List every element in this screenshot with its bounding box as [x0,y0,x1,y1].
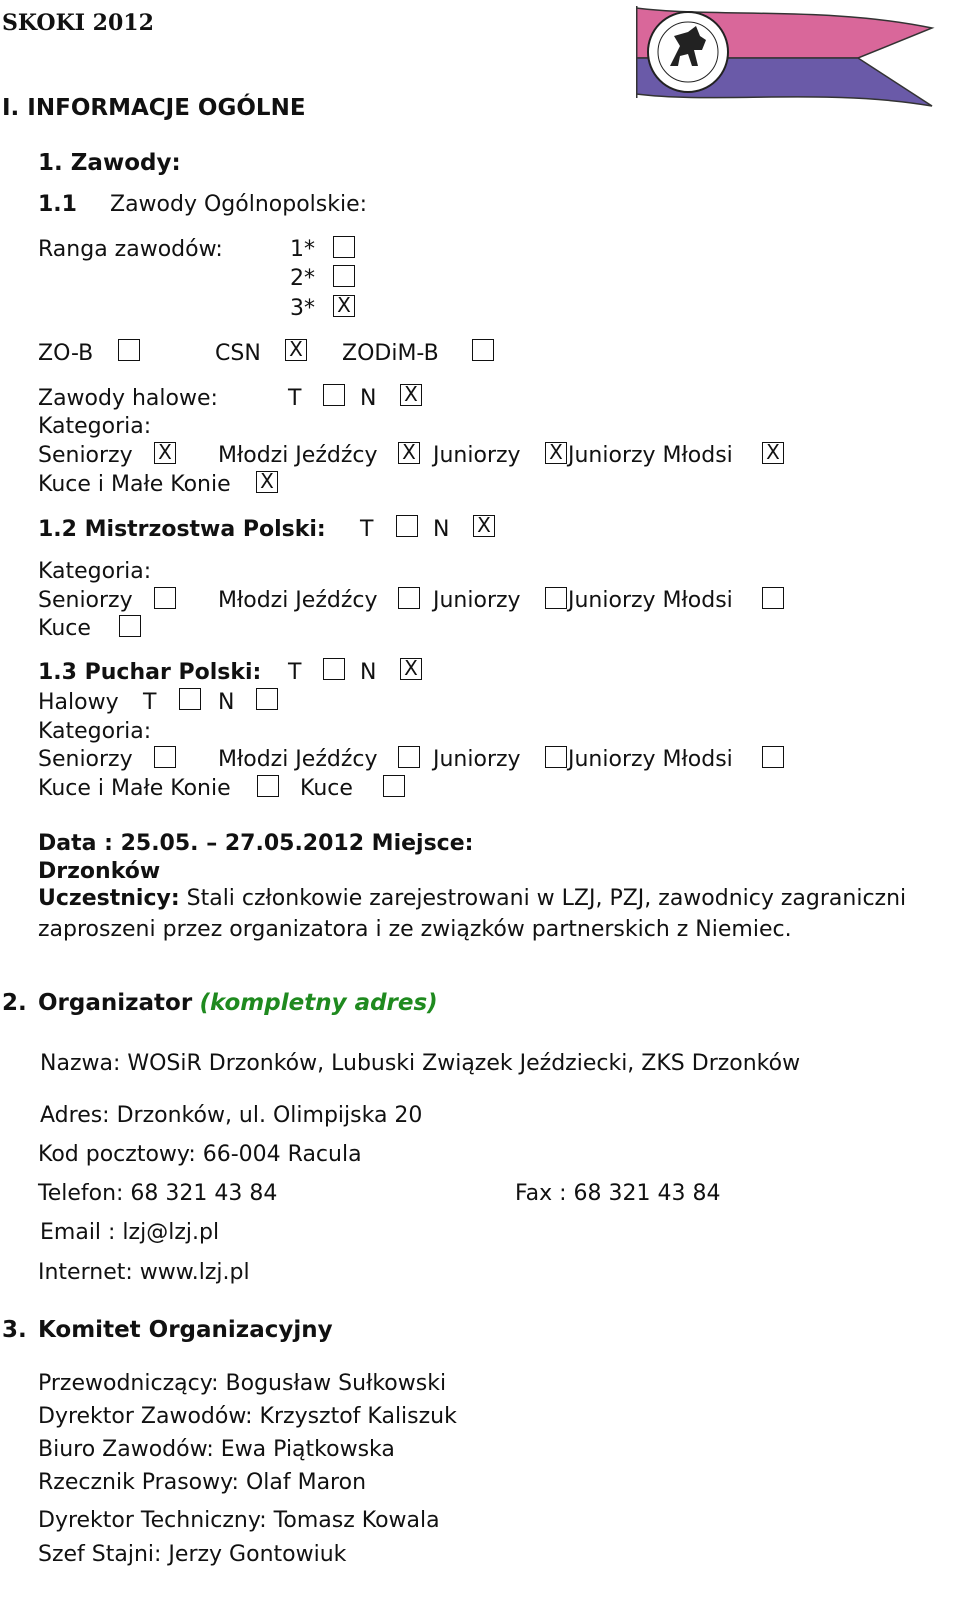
halowe-label: Zawody halowe: [38,386,218,411]
organizer-postal: Kod pocztowy: 66-004 Racula [38,1142,362,1167]
organizer-name: Nazwa: WOSiR Drzonków, Lubuski Związek Jeździecki, ZKS Drzonków [40,1051,801,1076]
mp-n-label: N [433,517,450,542]
pp-kat-seniorzy-checkbox[interactable] [154,746,176,768]
halowe-n-checkbox[interactable]: X [400,384,422,406]
type-zob-checkbox[interactable] [118,339,140,361]
mp-kat-juniorzy-mlodsi-label: Juniorzy Młodsi [568,588,733,613]
kat-kuce-label: Kuce i Małe Konie [38,472,231,497]
mp-kat-seniorzy-checkbox[interactable] [154,587,176,609]
pp-kat-juniorzy-label: Juniorzy [433,747,521,772]
kat-juniorzy-label: Juniorzy [433,443,521,468]
pp-heading: 1.3 Puchar Polski: [38,660,262,685]
ranga-option-label: 1* [290,237,315,262]
committee-member: Rzecznik Prasowy: Olaf Maron [38,1470,367,1495]
committee-member: Biuro Zawodów: Ewa Piątkowska [38,1437,395,1462]
type-csn-checkbox[interactable]: X [285,339,307,361]
mp-kat-kuce-checkbox[interactable] [119,615,141,637]
mp-n-checkbox[interactable]: X [473,515,495,537]
event-place: Drzonków [38,859,161,884]
pp-kat-kuce-male-label: Kuce i Małe Konie [38,776,231,801]
pp-t-label: T [288,660,302,685]
subsection-label: Zawody Ogólnopolskie: [110,192,368,217]
ranga-1-checkbox[interactable] [333,236,355,258]
mp-kat-mlodzi-checkbox[interactable] [398,587,420,609]
mp-kat-seniorzy-label: Seniorzy [38,588,133,613]
subsection-number: 1.1 [38,192,77,217]
halowy-n-label: N [218,690,235,715]
organizer-fax: Fax : 68 321 43 84 [515,1181,721,1206]
participants-line [38,888,906,910]
type-label-zodim: ZODiM-B [342,341,439,366]
committee-member: Dyrektor Techniczny: Tomasz Kowala [38,1508,440,1533]
committee-member: Szef Stajni: Jerzy Gontowiuk [38,1542,347,1567]
pp-kat-juniorzy-checkbox[interactable] [545,746,567,768]
mp-kat-juniorzy-checkbox[interactable] [545,587,567,609]
pp-n-label: N [360,660,377,685]
organizer-number: 2. [2,990,27,1016]
committee-heading: Komitet Organizacyjny [38,1317,333,1343]
pp-kat-seniorzy-label: Seniorzy [38,747,133,772]
mp-t-label: T [360,517,374,542]
event-date-line: Data : 25.05. – 27.05.2012 Miejsce: [38,831,474,856]
pp-kat-kuce-male-checkbox[interactable] [257,775,279,797]
mp-kat-kuce-label: Kuce [38,616,91,641]
document-title: SKOKI 2012 [2,10,154,36]
pp-n-checkbox[interactable]: X [400,658,422,680]
kategoria-label: Kategoria: [38,719,152,744]
pp-kat-mlodzi-label: Młodzi Jeźdźcy [218,747,378,772]
pp-t-checkbox[interactable] [323,658,345,680]
organizer-email[interactable]: Email : lzj@lzj.pl [40,1220,220,1245]
organizer-address: Adres: Drzonków, ul. Olimpijska 20 [40,1103,423,1128]
participants-text: Stali członkowie zarejestrowani w LZJ, PZJ, zawodnicy zagraniczni [186,886,907,911]
halowy-label: Halowy [38,690,119,715]
ranga-option-label: 2* [290,266,315,291]
mp-heading: 1.2 Mistrzostwa Polski: [38,517,326,542]
organizer-phone: Telefon: 68 321 43 84 [38,1181,278,1206]
organizer-heading-note: (kompletny adres) [199,990,438,1016]
participants-text-line2: zaproszeni przez organizatora i ze związków partnerskich z Niemiec. [38,917,792,942]
pp-kat-kuce-label: Kuce [300,776,353,801]
pp-kat-juniorzy-mlodsi-checkbox[interactable] [762,746,784,768]
pp-kat-mlodzi-checkbox[interactable] [398,746,420,768]
kat-juniorzy-checkbox[interactable]: X [545,442,567,464]
ranga-2-checkbox[interactable] [333,265,355,287]
halowy-t-checkbox[interactable] [179,688,201,710]
organizer-heading: Organizator [38,990,193,1016]
kategoria-label: Kategoria: [38,559,152,584]
halowe-t-label: T [288,386,302,411]
mp-t-checkbox[interactable] [396,515,418,537]
kat-kuce-checkbox[interactable]: X [256,471,278,493]
kat-juniorzy-mlodsi-checkbox[interactable]: X [762,442,784,464]
kat-mlodzi-checkbox[interactable]: X [398,442,420,464]
type-label-zob: ZO-B [38,341,94,366]
pp-kat-kuce-checkbox[interactable] [383,775,405,797]
halowe-t-checkbox[interactable] [323,384,345,406]
pzj-logo-flag [636,6,936,116]
mp-kat-juniorzy-mlodsi-checkbox[interactable] [762,587,784,609]
pp-kat-juniorzy-mlodsi-label: Juniorzy Młodsi [568,747,733,772]
participants-label: Uczestnicy: [38,886,180,911]
ranga-3-checkbox[interactable]: X [333,295,355,317]
kat-seniorzy-label: Seniorzy [38,443,133,468]
halowy-t-label: T [143,690,157,715]
ranga-label: Ranga zawodów: [38,237,223,262]
halowe-n-label: N [360,386,377,411]
mp-kat-mlodzi-label: Młodzi Jeźdźcy [218,588,378,613]
committee-member: Dyrektor Zawodów: Krzysztof Kaliszuk [38,1404,457,1429]
committee-member: Przewodniczący: Bogusław Sułkowski [38,1371,447,1396]
type-label-csn: CSN [215,341,261,366]
kategoria-label: Kategoria: [38,414,152,439]
kat-juniorzy-mlodsi-label: Juniorzy Młodsi [568,443,733,468]
halowy-n-checkbox[interactable] [256,688,278,710]
subsection-heading: 1. Zawody: [38,150,181,176]
section-heading: I. INFORMACJE OGÓLNE [2,95,306,121]
mp-kat-juniorzy-label: Juniorzy [433,588,521,613]
committee-number: 3. [2,1317,27,1343]
organizer-internet[interactable]: Internet: www.lzj.pl [38,1260,250,1285]
kat-seniorzy-checkbox[interactable]: X [154,442,176,464]
organizer-heading-line [38,992,438,1015]
type-zodim-checkbox[interactable] [472,339,494,361]
kat-mlodzi-label: Młodzi Jeźdźcy [218,443,378,468]
ranga-option-label: 3* [290,296,315,321]
